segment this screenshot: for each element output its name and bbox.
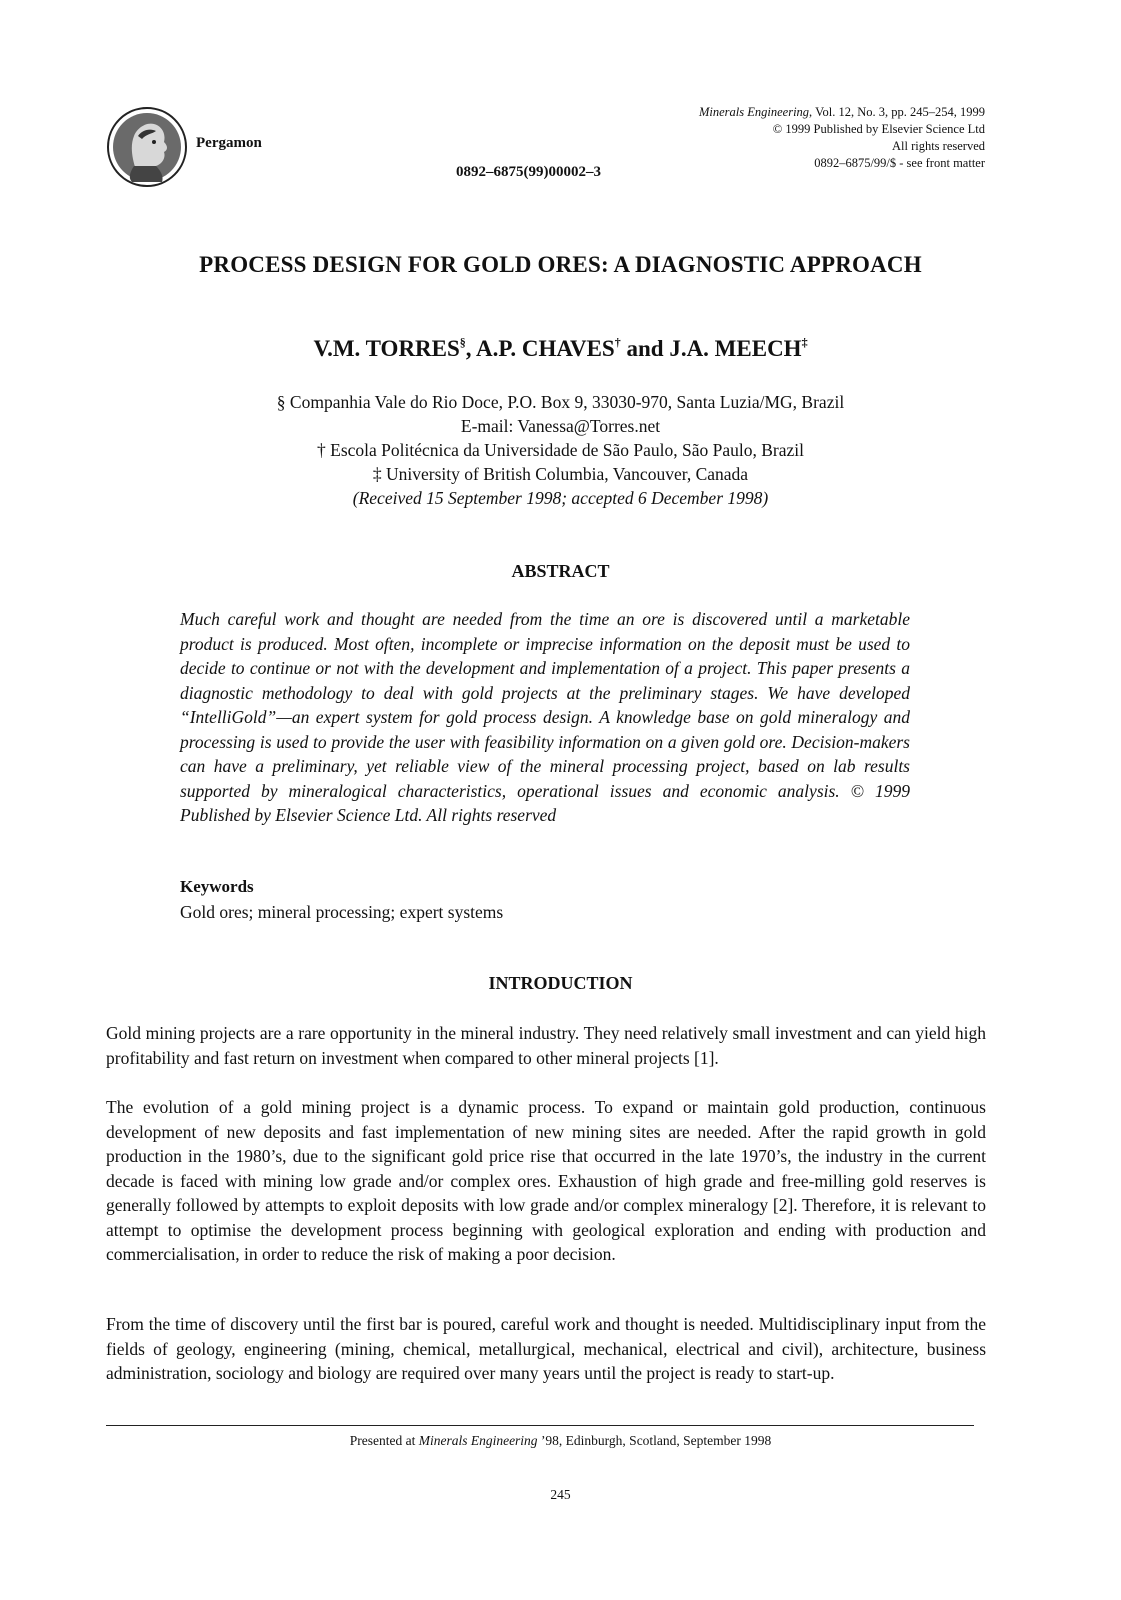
introduction-heading: INTRODUCTION xyxy=(488,973,633,993)
journal-citation xyxy=(699,104,985,121)
affiliation-2: † Escola Politécnica da Universidade de São Paulo, São Paulo, Brazil xyxy=(317,440,804,460)
intro-paragraph-1: Gold mining projects are a rare opportunity in the mineral industry. They need relatively small investment and can yield high profitability and fast return on investment when compared to other mineral projects [1]. xyxy=(106,1023,986,1068)
author-list xyxy=(0,335,1121,362)
page-number: 245 xyxy=(550,1487,571,1502)
author-separator: and xyxy=(620,336,670,361)
author-mark-2: † xyxy=(614,335,621,349)
intro-paragraph-3: From the time of discovery until the first bar is poured, careful work and thought is needed. Multidisciplinary input from the fields of geology, engineering (mining, chemical, metallurgical, mechanical, electrical and civil), architecture, business administration, sociology and biology are required over many years until the project is ready to start-up. xyxy=(106,1314,986,1383)
affiliation-3: ‡ University of British Columbia, Vancouver, Canada xyxy=(372,464,749,484)
rights-line: All rights reserved xyxy=(891,139,985,153)
keywords-heading: Keywords xyxy=(180,877,254,896)
keywords-text: Gold ores; mineral processing; expert systems xyxy=(180,902,504,922)
affiliation-1: § Companhia Vale do Rio Doce, P.O. Box 9, 33030-970, Santa Luzia/MG, Brazil xyxy=(276,392,845,412)
intro-paragraph-2: The evolution of a gold mining project is a dynamic process. To expand or maintain gold production, continuous development of new deposits and fast implementation of new mining sites are needed. After the rapid growth in gold production in the 1980’s, due to the significant gold price rise that occurred in the late 1970’s, the industry in the current decade is faced with mining low grade and/or complex ores. Exhaustion of high grade and free-milling gold reserves is generally followed by attempts to exploit deposits with low grade and/or complex mineralogy [2]. Therefore, it is relevant to attempt to optimise the development process beginning with geological exploration and ending with production and commercialisation, in order to reduce the risk of making a poor decision. xyxy=(106,1097,986,1264)
affiliations xyxy=(0,390,1121,510)
author-email: E-mail: Vanessa@Torres.net xyxy=(460,416,661,436)
journal-name: Minerals Engineering xyxy=(698,105,810,119)
presentation-footnote xyxy=(0,1433,1121,1449)
publisher-name: Pergamon xyxy=(196,135,262,151)
footnote-journal: Minerals Engineering xyxy=(418,1433,538,1448)
article-doi: 0892–6875(99)00002–3 xyxy=(456,164,601,180)
publisher-logo-icon xyxy=(106,106,188,188)
paper-title: PROCESS DESIGN FOR GOLD ORES: A DIAGNOSTIC APPROACH xyxy=(199,252,922,277)
issn-line: 0892–6875/99/$ - see front matter xyxy=(814,156,985,170)
footnote-divider xyxy=(106,1425,974,1426)
received-dates: (Received 15 September 1998; accepted 6 December 1998) xyxy=(352,488,769,508)
abstract-text: Much careful work and thought are needed from the time an ore is discovered until a marketable product is produced. Most often, incomplete or imprecise information on the deposit must be used to decide to continue or not with the development and implementation of a project. This paper presents a diagnostic methodology to deal with gold projects at the preliminary stages. We have developed “IntelliGold”—an expert system for gold process design. A knowledge base on gold mineralogy and processing is used to provide the user with feasibility information on a given gold ore. Decision-makers can have a preliminary, yet reliable view of the mineral processing project, based on lab results supported by mineralogical characteristics, operational issues and economic analysis. © 1999 Published by Elsevier Science Ltd. All rights reserved xyxy=(180,609,910,825)
footnote-suffix: ’98, Edinburgh, Scotland, September 1998 xyxy=(537,1433,772,1448)
author-torres: V.M. TORRES xyxy=(313,336,460,361)
author-mark-3: ‡ xyxy=(801,335,808,349)
author-mark-1: § xyxy=(459,335,466,349)
author-meech: J.A. MEECH xyxy=(669,336,802,361)
journal-info xyxy=(699,104,985,172)
copyright-line: © 1999 Published by Elsevier Science Ltd xyxy=(772,122,985,136)
footnote-prefix: Presented at xyxy=(349,1433,419,1448)
abstract-heading: ABSTRACT xyxy=(511,561,610,581)
journal-details: , Vol. 12, No. 3, pp. 245–254, 1999 xyxy=(809,105,985,119)
author-chaves: A.P. CHAVES xyxy=(476,336,615,361)
author-separator: , xyxy=(465,336,477,361)
